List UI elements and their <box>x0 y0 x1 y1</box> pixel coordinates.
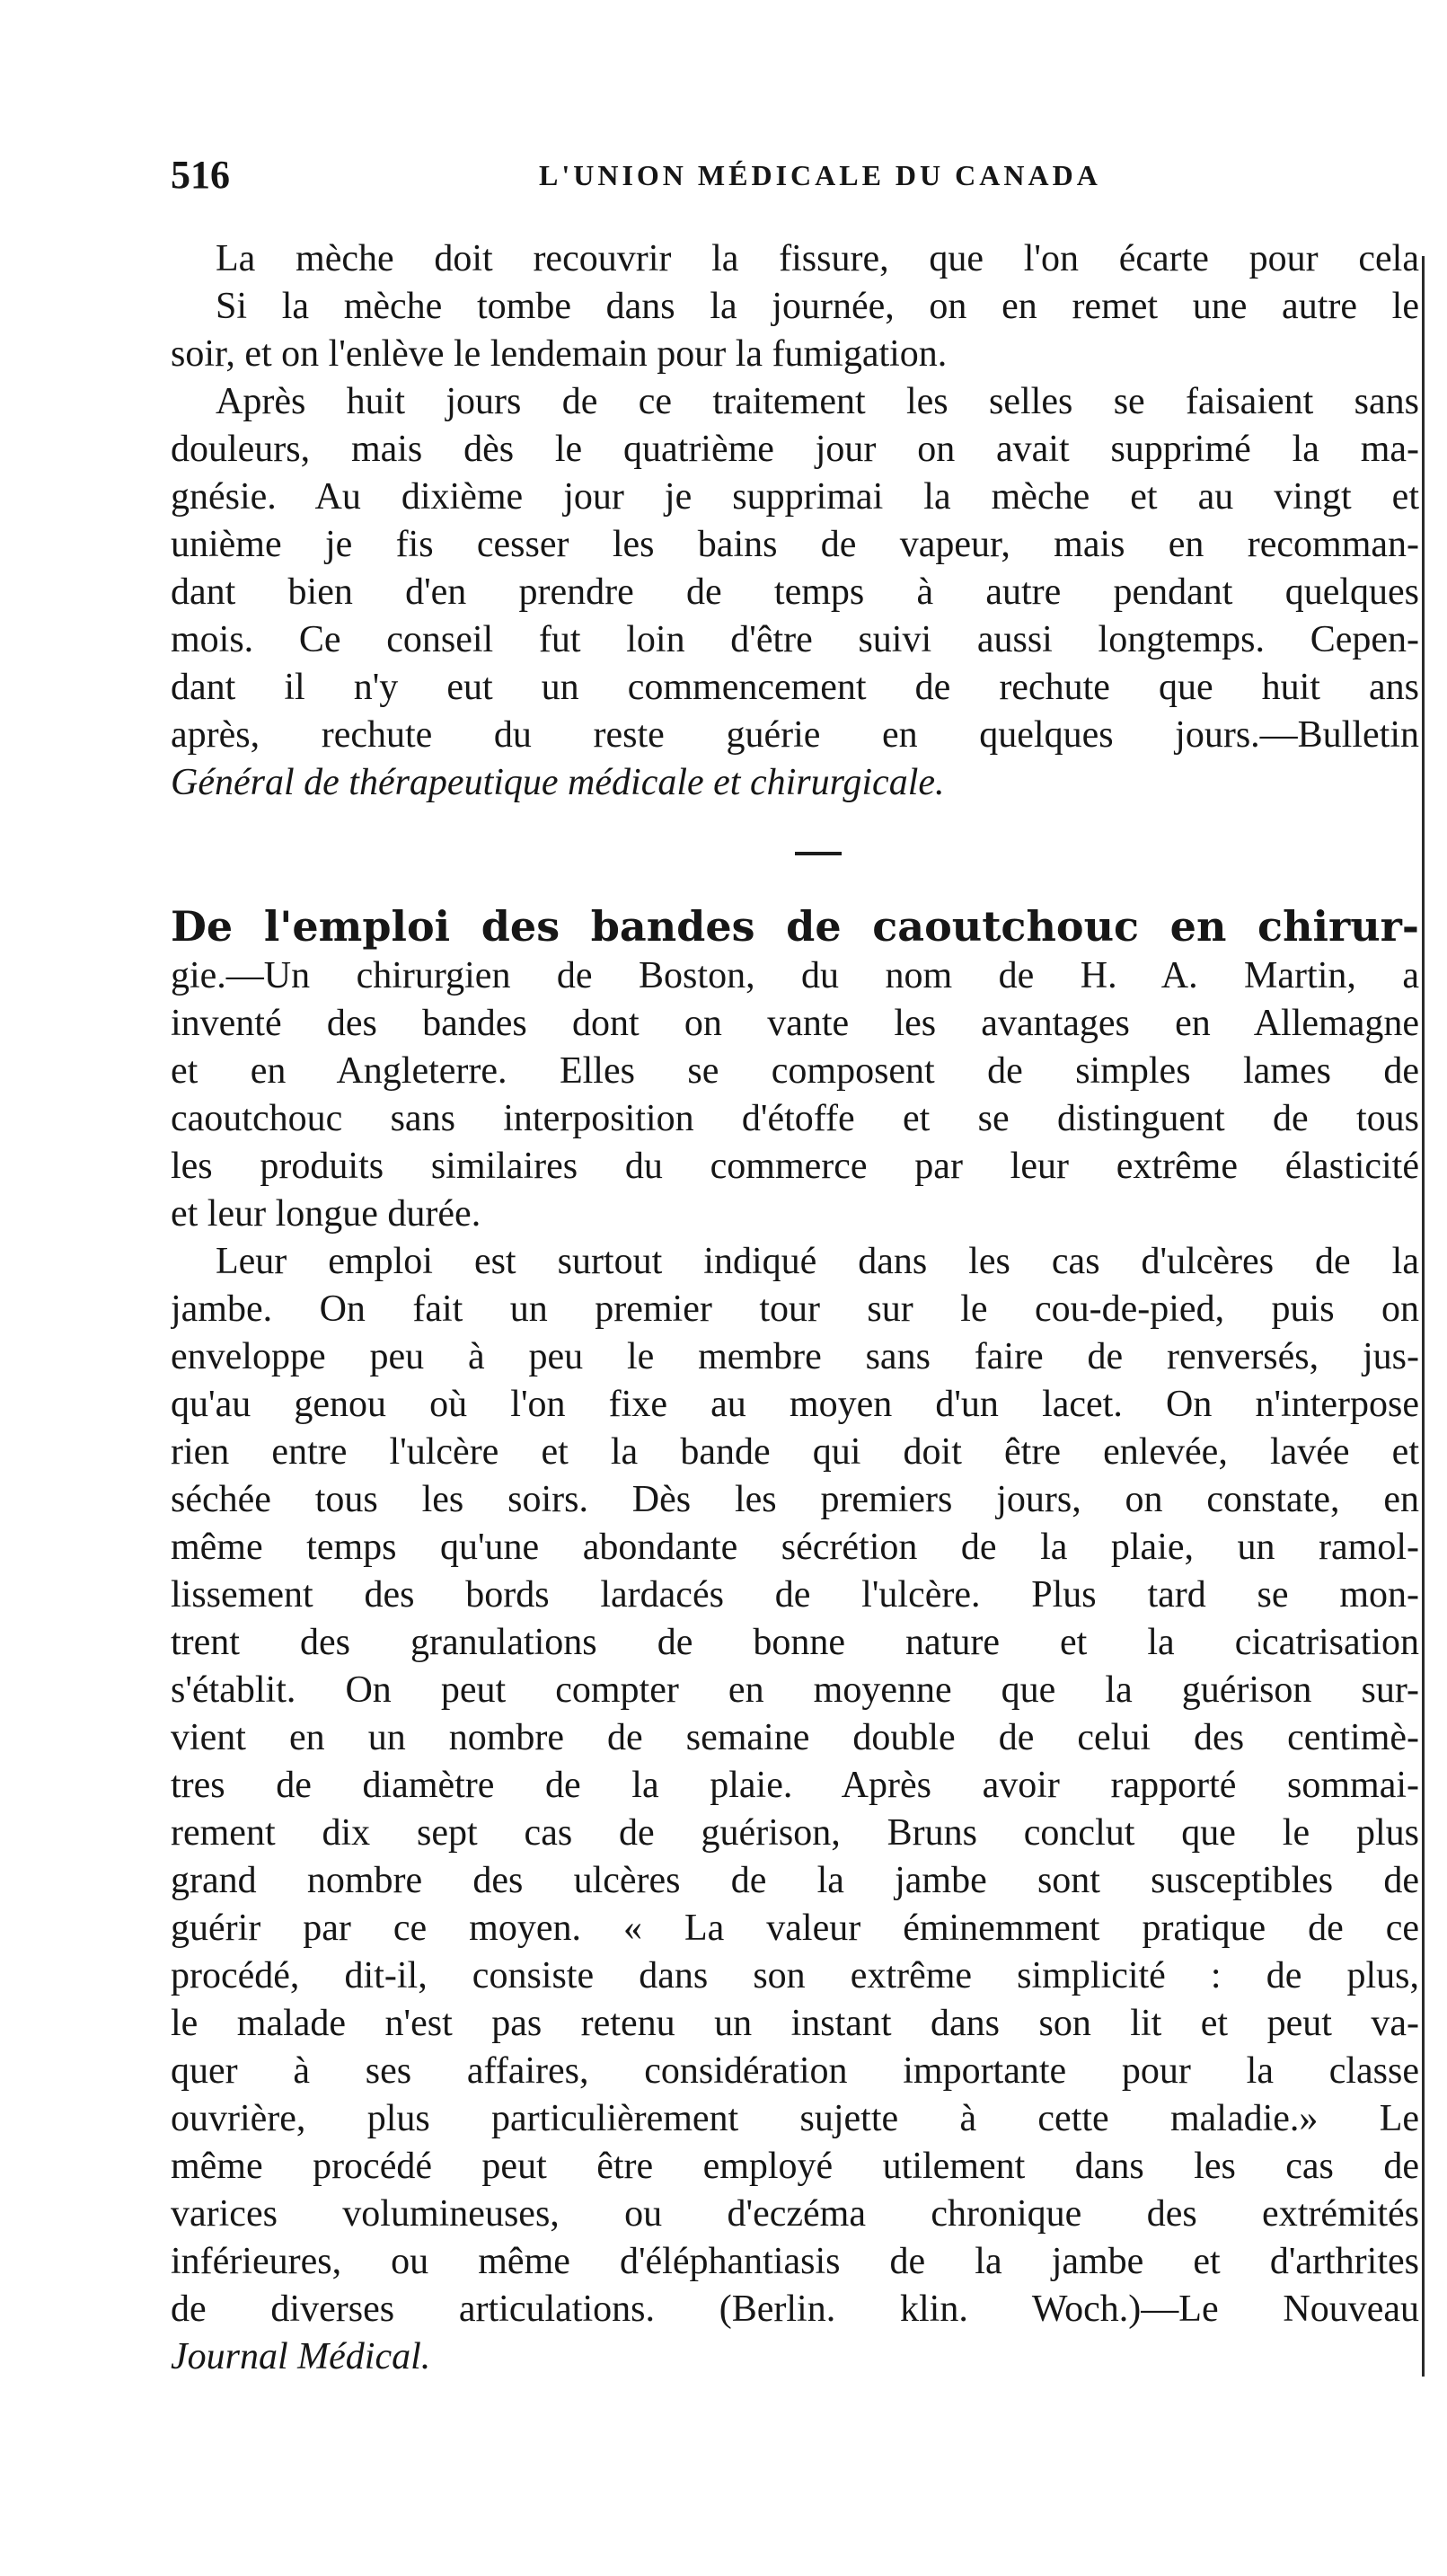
text-line: inventé des bandes dont on vante les avantages en Allemagne <box>171 1003 1419 1044</box>
text-line: séchée tous les soirs. Dès les premiers jours, on constate, en <box>171 1479 1419 1520</box>
section-divider <box>795 852 842 855</box>
text-line: tres de diamètre de la plaie. Après avoir rapporté sommai- <box>171 1765 1419 1806</box>
journal-title: L'UNION MÉDICALE DU CANADA <box>539 159 1101 191</box>
text-line: enveloppe peu à peu le membre sans faire de renversés, jus- <box>171 1336 1419 1377</box>
text-line: qu'au genou où l'on fixe au moyen d'un lacet. On n'interpose <box>171 1384 1419 1425</box>
running-head <box>171 148 1419 202</box>
text-line: et en Angleterre. Elles se composent de simples lames de <box>171 1050 1419 1092</box>
page-edge-rule <box>1422 256 1425 2377</box>
text-line: dant il n'y eut un commencement de rechute que huit ans <box>171 667 1419 708</box>
text-line: même temps qu'une abondante sécrétion de la plaie, un ramol- <box>171 1527 1419 1568</box>
text-line: lissement des bords lardacés de l'ulcère. Plus tard se mon- <box>171 1574 1419 1616</box>
text-line: quer à ses affaires, considération importante pour la classe <box>171 2050 1419 2092</box>
text-line: procédé, dit-il, consiste dans son extrême simplicité : de plus, <box>171 1955 1419 1996</box>
text-line: guérir par ce moyen. « La valeur éminemment pratique de ce <box>171 1908 1419 1949</box>
text-line: unième je fis cesser les bains de vapeur, mais en recomman- <box>171 524 1419 565</box>
text-line: varices volumineuses, ou d'eczéma chronique des extrémités <box>171 2193 1419 2235</box>
source-citation: Général de thérapeutique médicale et chirurgicale. <box>171 762 945 803</box>
text-line: gnésie. Au dixième jour je supprimai la mèche et au vingt et <box>171 476 1419 518</box>
text-line: inférieures, ou même d'éléphantiasis de la jambe et d'arthrites <box>171 2241 1419 2282</box>
text-line: vient en un nombre de semaine double de celui des centimè- <box>171 1717 1419 1758</box>
text-line: grand nombre des ulcères de la jambe sont susceptibles de <box>171 1860 1419 1901</box>
text-line: même procédé peut être employé utilement dans les cas de <box>171 2146 1419 2187</box>
page-number: 516 <box>171 153 230 197</box>
article-rubber-bandages <box>171 900 1419 2381</box>
article-heading: De l'emploi des bandes de caoutchouc en chirur- <box>171 902 1419 951</box>
text-line: soir, et on l'enlève le lendemain pour la fumigation. <box>171 333 948 375</box>
continued-article <box>171 235 1419 807</box>
text-line: s'établit. On peut compter en moyenne que la guérison sur- <box>171 1669 1419 1711</box>
text-line: dant bien d'en prendre de temps à autre pendant quelques <box>171 571 1419 613</box>
text-line: trent des granulations de bonne nature et la cicatrisation <box>171 1622 1419 1663</box>
source-citation: Journal Médical. <box>171 2336 431 2377</box>
text-line: douleurs, mais dès le quatrième jour on avait supprimé la ma- <box>171 429 1419 470</box>
text-line: jambe. On fait un premier tour sur le cou-de-pied, puis on <box>171 1288 1419 1330</box>
text-line: Leur emploi est surtout indiqué dans les cas d'ulcères de la <box>216 1241 1419 1282</box>
text-line: rement dix sept cas de guérison, Bruns conclut que le plus <box>171 1812 1419 1854</box>
text-line: le malade n'est pas retenu un instant dans son lit et peut va- <box>171 2003 1419 2044</box>
text-line: après, rechute du reste guérie en quelques jours.—Bulletin <box>171 714 1419 756</box>
text-line: Si la mèche tombe dans la journée, on en remet une autre le <box>216 286 1419 327</box>
text-line: rien entre l'ulcère et la bande qui doit être enlevée, lavée et <box>171 1431 1419 1473</box>
text-line: ouvrière, plus particulièrement sujette à cette maladie.» Le <box>171 2098 1419 2139</box>
text-line: La mèche doit recouvrir la fissure, que l'on écarte pour cela <box>216 238 1419 279</box>
text-line: mois. Ce conseil fut loin d'être suivi aussi longtemps. Cepen- <box>171 619 1419 660</box>
text-line: les produits similaires du commerce par leur extrême élasticité <box>171 1146 1419 1187</box>
text-line: gie.—Un chirurgien de Boston, du nom de H. A. Martin, a <box>171 955 1419 996</box>
text-line: caoutchouc sans interposition d'étoffe et se distinguent de tous <box>171 1098 1419 1139</box>
text-line: de diverses articulations. (Berlin. klin. Woch.)—Le Nouveau <box>171 2288 1419 2330</box>
text-line: et leur longue durée. <box>171 1193 481 1235</box>
text-line: Après huit jours de ce traitement les selles se faisaient sans <box>216 381 1419 422</box>
